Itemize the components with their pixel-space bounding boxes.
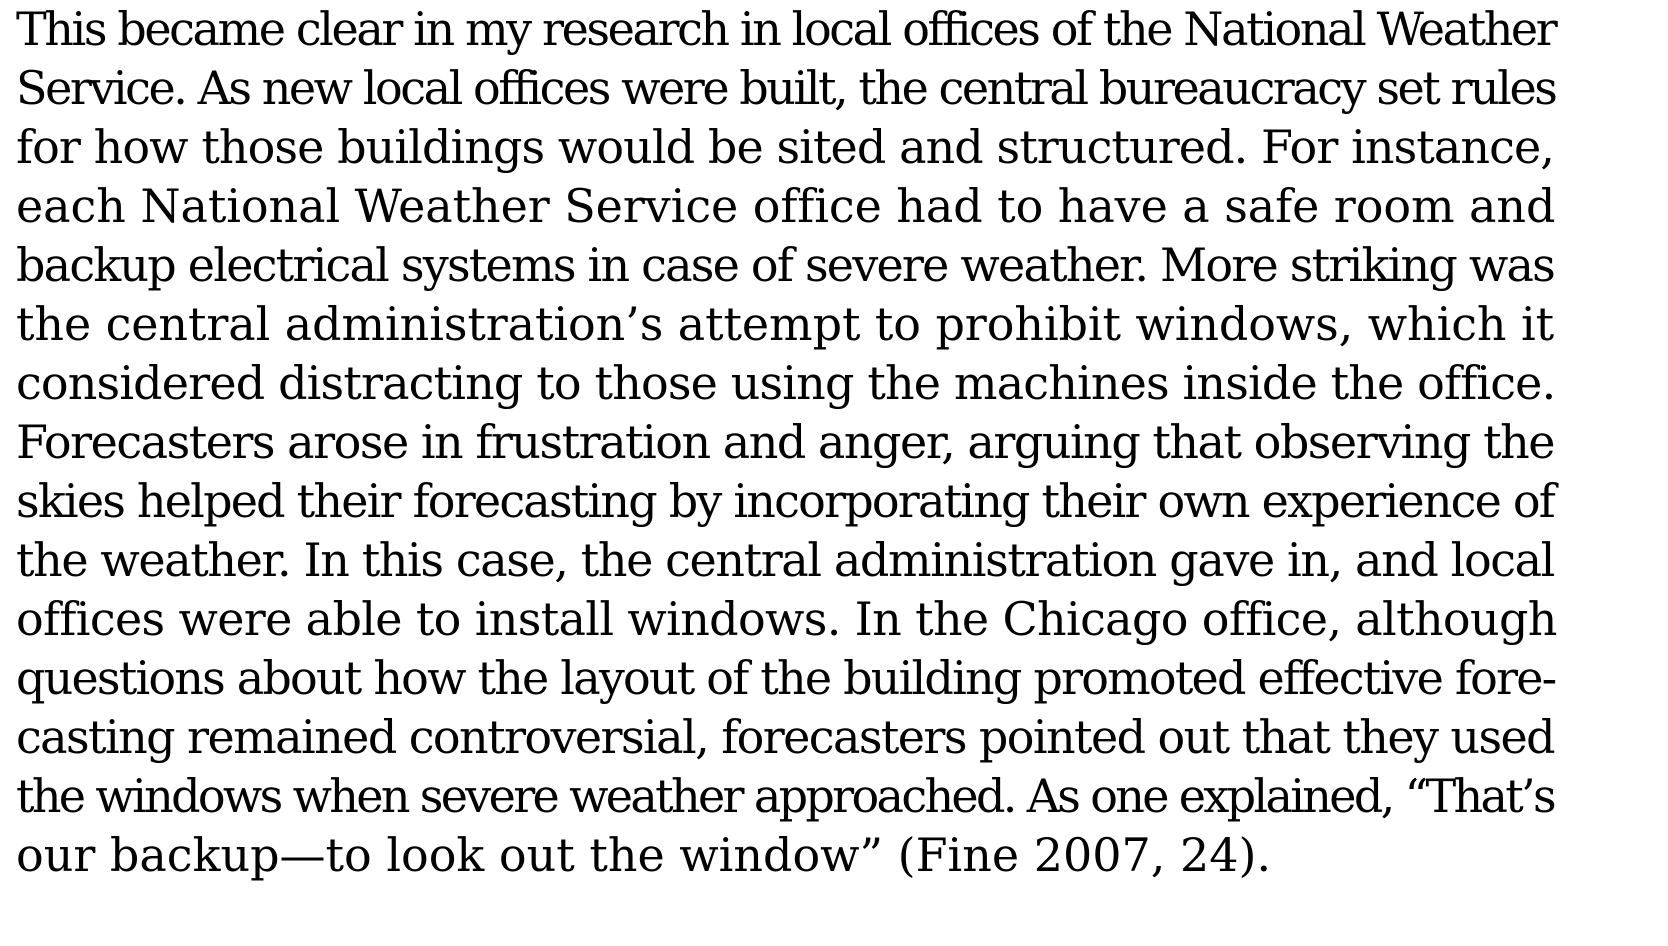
paragraph-line: offices were able to install windows. In the Chicago office, although bbox=[16, 592, 1557, 646]
paragraph-line: the weather. In this case, the central administration gave in, and local bbox=[16, 533, 1554, 587]
paragraph-line: questions about how the layout of the building promoted effective fore- bbox=[16, 651, 1556, 705]
paragraph-line: backup electrical systems in case of severe weather. More striking was bbox=[16, 238, 1555, 292]
paragraph-line: skies helped their forecasting by incorporating their own experience of bbox=[16, 474, 1555, 528]
paragraph-line: considered distracting to those using the machines inside the office. bbox=[16, 356, 1556, 410]
paragraph-line: Forecasters arose in frustration and anger, arguing that observing the bbox=[16, 415, 1554, 469]
paragraph-line: This became clear in my research in local offices of the National Weather bbox=[16, 2, 1556, 56]
paragraph-line: for how those buildings would be sited and structured. For instance, bbox=[16, 120, 1554, 174]
paragraph-line: the central administration’s attempt to prohibit windows, which it bbox=[16, 297, 1554, 351]
paragraph-line: our backup—to look out the window” (Fine 2007, 24). bbox=[16, 828, 1272, 882]
paragraph-line: Service. As new local offices were built, the central bureaucracy set rules bbox=[16, 61, 1556, 115]
paragraph-line: casting remained controversial, forecasters pointed out that they used bbox=[16, 710, 1555, 764]
paragraph-line: the windows when severe weather approached. As one explained, “That’s bbox=[16, 769, 1554, 823]
paragraph-line: each National Weather Service office had to have a safe room and bbox=[16, 179, 1556, 233]
